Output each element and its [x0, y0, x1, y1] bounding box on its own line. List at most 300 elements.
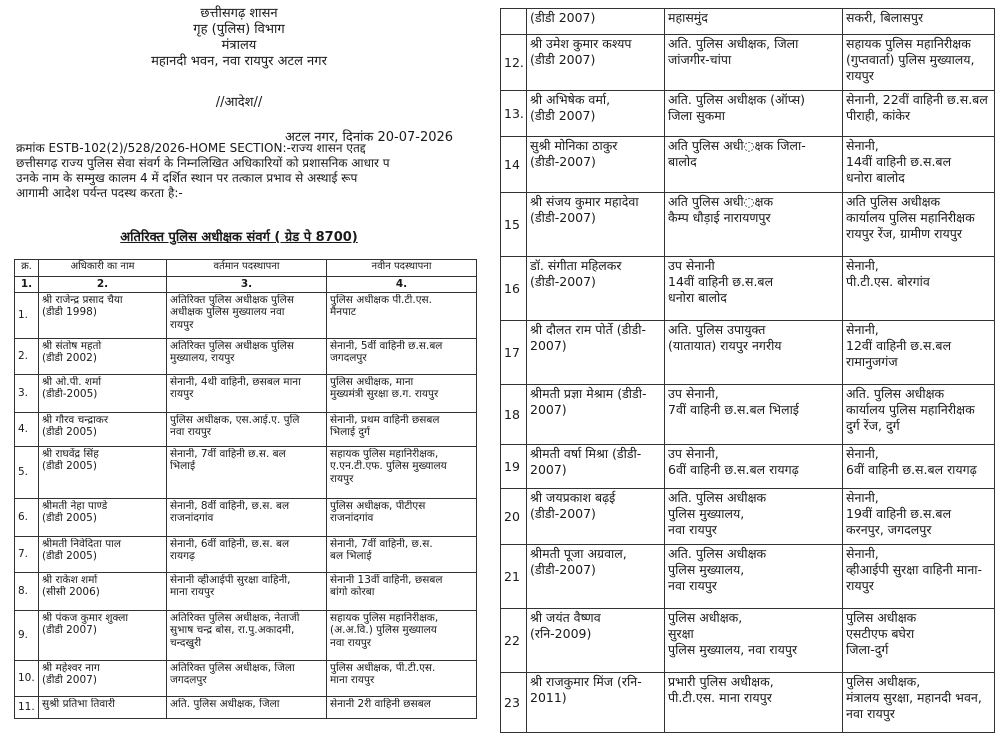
table-row [501, 9, 995, 35]
officer-name-cell [39, 610, 167, 660]
current-posting-cell [167, 498, 327, 536]
current-posting-line: नवा रायपुर [668, 578, 717, 593]
new-posting-cell [843, 545, 995, 609]
officer-name-line: श्री ओ.पी. शर्मा [42, 375, 102, 388]
new-posting-cell [843, 321, 995, 385]
current-posting-cell [167, 292, 327, 338]
current-posting-line: पुलिस मुख्यालय, [668, 506, 745, 521]
current-posting-line: सेनानी, 8वीं वाहिनी, छ.स. बल [170, 499, 290, 512]
officer-name-line: श्री राघवेंद्र सिंह [42, 447, 99, 460]
current-posting-line: जगदलपुर [170, 674, 207, 686]
new-posting-cell [327, 338, 477, 374]
current-posting-cell [167, 412, 327, 446]
current-posting-line: सुरक्षा [668, 626, 694, 641]
new-posting-cell [327, 610, 477, 660]
table-row [15, 610, 477, 660]
new-posting-line: सेनानी, [846, 446, 879, 461]
col-number: 3. [167, 277, 327, 293]
letterhead [0, 6, 478, 70]
officer-name-line: 2007) [530, 338, 567, 353]
serial-cell: 16 [501, 257, 527, 321]
officer-name-line: श्री राजेन्द्र प्रसाद चैया [42, 293, 123, 306]
current-posting-line: रायपुर [170, 318, 194, 331]
table-row [15, 374, 477, 412]
table-row [15, 292, 477, 338]
new-posting-line: पुलिस अधीक्षक, पी.टी.एस. [330, 661, 436, 674]
officer-name-line: श्री जयप्रकाश बढ़ई [530, 490, 616, 505]
new-posting-line: सेनानी, [846, 322, 879, 337]
new-posting-line: कार्यालय पुलिस महानिरीक्षक [846, 210, 975, 225]
current-posting-cell [167, 374, 327, 412]
new-posting-line: दुर्ग रेंज, दुर्ग [846, 418, 900, 433]
officer-name-line: श्री दौलत राम पोर्ते (डीडी- [530, 322, 646, 337]
officer-name-cell [527, 545, 665, 609]
current-posting-line: पी.टी.एस. माना रायपुर [668, 690, 772, 705]
serial-cell: 4. [15, 412, 39, 446]
new-posting-cell [843, 385, 995, 445]
new-posting-line: मुख्यमंत्री सुरक्षा छ.ग. रायपुर [330, 388, 439, 400]
department-name: गृह (पुलिस) विभाग [193, 22, 285, 37]
new-posting-line: नवा रायपुर [330, 636, 372, 649]
transfer-table-right [500, 8, 995, 733]
officer-name-line: डॉ. संगीता महिलकर [530, 258, 622, 273]
new-posting-line: पुलिस अधीक्षक, पीटीएस [330, 499, 426, 512]
new-posting-line: जगदलपुर [330, 352, 367, 364]
officer-name-cell [39, 696, 167, 718]
new-posting-line: पुलिस अधीक्षक, [846, 674, 921, 689]
officer-name-cell [39, 412, 167, 446]
current-posting-cell [665, 445, 843, 489]
current-posting-cell [665, 385, 843, 445]
new-posting-line: करनपुर, जगदलपुर [846, 522, 932, 537]
officer-name-line: श्री महेश्वर नाग [42, 661, 100, 674]
new-posting-line: सेनानी 13वीं वाहिनी, छसबल [330, 573, 443, 586]
order-paragraph-line: उनके नाम के सम्मुख कालम 4 में दर्शित स्थान पर तत्काल प्रभाव से अस्थाई रूप [16, 171, 358, 185]
table-row [501, 321, 995, 385]
new-posting-line: सहायक पुलिस महानिरीक्षक [846, 36, 971, 51]
new-posting-line: रायपुर [846, 578, 874, 593]
new-posting-line: भिलाई दुर्ग [330, 426, 370, 438]
new-posting-cell [843, 673, 995, 733]
new-posting-line: जिला-दुर्ग [846, 642, 889, 657]
new-posting-cell [327, 536, 477, 572]
current-posting-cell [665, 9, 843, 35]
officer-name-line: श्री अभिषेक वर्मा, [530, 92, 611, 107]
new-posting-cell [327, 292, 477, 338]
order-date: अटल नगर, दिनांक 20-07-2026 [285, 130, 454, 145]
transfer-table-left [14, 259, 477, 719]
officer-name-line: (डीडी-2005) [42, 388, 98, 400]
officer-name-line: (डीडी-2007) [530, 274, 596, 289]
table-row [501, 545, 995, 609]
table-row [15, 412, 477, 446]
officer-name-line: (डीडी-2007) [530, 154, 596, 169]
officer-name-cell [39, 536, 167, 572]
officer-name-cell [39, 338, 167, 374]
current-posting-line: प्रभारी पुलिस अधीक्षक, [668, 674, 774, 689]
current-posting-cell [167, 446, 327, 498]
officer-name-cell [527, 445, 665, 489]
officer-name-line: (डीडी 2005) [42, 512, 97, 524]
new-posting-line: व्हीआईपी सुरक्षा वाहिनी माना- [846, 562, 983, 577]
current-posting-line: नवा रायपुर [170, 426, 212, 438]
current-posting-line: अतिरिक्त पुलिस अधीक्षक पुलिस [170, 339, 294, 352]
officer-name-line: श्रीमती वर्षा मिश्रा (डीडी- [530, 446, 642, 461]
officer-name-line: (डीडी 2007) [530, 10, 596, 25]
officer-name-line: (डीडी 2002) [42, 352, 97, 364]
current-posting-cell [665, 489, 843, 545]
current-posting-line: अति. पुलिस अधीक्षक (ऑप्स) [668, 92, 806, 107]
serial-cell: 18 [501, 385, 527, 445]
current-posting-line: पुलिस अधीक्षक, एस.आई.ए. पुलि [170, 413, 300, 426]
table-row [501, 35, 995, 91]
table-row [15, 338, 477, 374]
current-posting-line: अतिरिक्त पुलिस अधीक्षक, नेताजी [170, 611, 300, 624]
serial-cell: 11. [15, 696, 39, 718]
serial-cell: 9. [15, 610, 39, 660]
new-posting-cell [327, 446, 477, 498]
new-posting-line: सेनानी, [846, 490, 879, 505]
current-posting-cell [167, 610, 327, 660]
new-posting-line: सहायक पुलिस महानिरीक्षक, [330, 611, 439, 624]
serial-cell: 10. [15, 660, 39, 696]
new-posting-cell [327, 572, 477, 610]
current-posting-line: जांजगीर-चांपा [668, 52, 732, 67]
serial-cell: 17 [501, 321, 527, 385]
current-posting-line: सेनानी, 6वीं वाहिनी, छ.स. बल [170, 537, 290, 550]
officer-name-line: 2007) [530, 462, 567, 477]
current-posting-cell [665, 91, 843, 137]
new-posting-line: (गुप्तवार्ता) पुलिस मुख्यालय, [846, 52, 975, 67]
serial-cell: 1. [15, 292, 39, 338]
officer-name-cell [527, 257, 665, 321]
new-posting-line: सेनानी 2री वाहिनी छसबल [330, 697, 431, 710]
new-posting-line: पुलिस अधीक्षक [846, 610, 917, 625]
current-posting-cell [167, 536, 327, 572]
officer-name-line: श्रीमती पूजा अग्रवाल, [530, 546, 627, 561]
new-posting-line: 14वीं वाहिनी छ.स.बल [846, 154, 952, 169]
table-row [501, 609, 995, 673]
serial-cell: 23 [501, 673, 527, 733]
new-posting-cell [843, 91, 995, 137]
current-posting-line: उप सेनानी, [668, 446, 719, 461]
officer-name-line: श्री राकेश शर्मा [42, 573, 98, 586]
current-posting-line: अति. पुलिस अधीक्षक, जिला [170, 697, 280, 710]
current-posting-line: नवा रायपुर [668, 522, 717, 537]
current-posting-line: चन्दखुरी [170, 636, 202, 649]
officer-name-cell [527, 9, 665, 35]
new-posting-line: रायपुर रेंज, ग्रामीण रायपुर [846, 226, 962, 241]
new-posting-cell [327, 374, 477, 412]
officer-name-line: श्रीमती निवेदिता पाल [42, 537, 121, 550]
new-posting-line: 19वीं वाहिनी छ.स.बल [846, 506, 952, 521]
officer-name-line: (डीडी 2007) [42, 624, 97, 636]
serial-cell: 19 [501, 445, 527, 489]
current-posting-line: जिला सुकमा [668, 108, 725, 123]
current-posting-line: (यातायात) रायपुर नगरीय [668, 338, 782, 353]
col-header-current-posting: वर्तमान पदस्थापना [167, 260, 327, 277]
officer-name-line: श्री गौरव चन्द्राकर [42, 413, 109, 426]
new-posting-cell [843, 193, 995, 257]
new-posting-line: सेनानी, 5वीं वाहिनी छ.स.बल [330, 339, 443, 352]
col-number: 2. [39, 277, 167, 293]
table-row [501, 257, 995, 321]
current-posting-line: धनोरा बालोद [668, 290, 727, 305]
new-posting-line: पुलिस अधीक्षक पी.टी.एस. [330, 293, 432, 306]
officer-name-line: (डीडी-2007) [530, 506, 596, 521]
new-posting-line: 6वीं वाहिनी छ.स.बल रायगढ़ [846, 462, 977, 477]
officer-name-line: श्री जयंत वैष्णव [530, 610, 601, 625]
new-posting-line: सेनानी, [846, 138, 879, 153]
officer-name-line: (डीडी 1998) [42, 306, 97, 318]
current-posting-line: अति पुलिस अधी◌क्षक [668, 194, 774, 209]
officer-name-cell [527, 193, 665, 257]
new-posting-line: सेनानी, 22वीं वाहिनी छ.स.बल [846, 92, 988, 107]
serial-cell: 8. [15, 572, 39, 610]
officer-name-cell [527, 321, 665, 385]
table-header-row [15, 260, 477, 277]
officer-name-line: श्रीमती नेहा पाण्डे [42, 499, 108, 512]
current-posting-cell [665, 193, 843, 257]
cadre-title-text: अतिरिक्त पुलिस अधीक्षक संवर्ग ( ग्रेड पे 8700) [120, 230, 358, 245]
officer-name-line: श्री संजय कुमार महादेवा [530, 194, 639, 209]
serial-cell: 21 [501, 545, 527, 609]
new-posting-cell [843, 9, 995, 35]
col-header-serial: क्र. [15, 260, 39, 277]
officer-name-cell [527, 609, 665, 673]
officer-name-cell [39, 660, 167, 696]
officer-name-line: (डीडी 2007) [42, 674, 97, 686]
current-posting-line: अतिरिक्त पुलिस अधीक्षक, जिला [170, 661, 295, 674]
table-row [501, 193, 995, 257]
current-posting-cell [665, 321, 843, 385]
new-posting-cell [843, 137, 995, 193]
officer-name-cell [39, 446, 167, 498]
new-posting-line: मंत्रालय सुरक्षा, महानदी भवन, [846, 690, 982, 705]
officer-name-cell [527, 673, 665, 733]
new-posting-line: 12वीं वाहिनी छ.स.बल [846, 338, 952, 353]
current-posting-line: अति. पुलिस अधीक्षक [668, 490, 767, 505]
serial-cell: 7. [15, 536, 39, 572]
officer-name-cell [527, 385, 665, 445]
current-posting-line: बालोद [668, 154, 697, 169]
order-paragraph-line: क्रमांक ESTB-102(2)/528/2026-HOME SECTION:-राज्य शासन एतद्द [16, 141, 366, 155]
current-posting-cell [665, 137, 843, 193]
officer-name-line: (डीडी 2005) [42, 460, 97, 472]
officer-name-line: श्रीमती प्रज्ञा मेश्राम (डीडी- [530, 386, 647, 401]
officer-name-cell [39, 572, 167, 610]
table-number-row [15, 277, 477, 293]
current-posting-line: उप सेनानी [668, 258, 715, 273]
new-posting-line: एसटीएफ बघेरा [846, 626, 915, 641]
current-posting-line: 7वीं वाहिनी छ.स.बल भिलाई [668, 402, 799, 417]
table-row [501, 445, 995, 489]
serial-cell: 5. [15, 446, 39, 498]
officer-name-line: श्री राजकुमार मिंज (रनि- [530, 674, 642, 689]
order-paragraph [16, 141, 478, 201]
current-posting-line: सेनानी, 7वीं वाहिनी छ.स. बल [170, 447, 286, 460]
new-posting-line: पुलिस अधीक्षक, माना [330, 375, 414, 388]
current-posting-line: सेनानी व्हीआईपी सुरक्षा वाहिनी, [170, 573, 291, 586]
current-posting-cell [665, 545, 843, 609]
current-posting-line: रायगढ़ [170, 550, 195, 562]
officer-name-line: श्री संतोष महतो [42, 339, 102, 352]
col-header-name: अधिकारी का नाम [39, 260, 167, 277]
new-posting-cell [843, 257, 995, 321]
office-address: महानदी भवन, नवा रायपुर अटल नगर [151, 54, 327, 69]
new-posting-line: सकरी, बिलासपुर [846, 10, 924, 25]
new-posting-line: कार्यालय पुलिस महानिरीक्षक [846, 402, 975, 417]
officer-name-line: (रनि-2009) [530, 626, 592, 641]
officer-name-line: सुश्री मोनिका ठाकुर [530, 138, 618, 153]
new-posting-cell [327, 660, 477, 696]
new-posting-line: ए.एन.टी.एफ. पुलिस मुख्यालय [330, 460, 447, 472]
new-posting-line: रायपुर [330, 472, 354, 485]
current-posting-line: 6वीं वाहिनी छ.स.बल रायगढ़ [668, 462, 799, 477]
cadre-title [0, 227, 478, 245]
new-posting-line: अति. पुलिस अधीक्षक [846, 386, 945, 401]
ministry-name: मंत्रालय [221, 38, 257, 53]
current-posting-line: सेनानी, 4थी वाहिनी, छसबल माना [170, 375, 301, 388]
current-posting-line: मुख्यालय, रायपुर [170, 352, 235, 364]
current-posting-line: अधीक्षक पुलिस मुख्यालय नवा [170, 306, 285, 318]
current-posting-line: महासमुंद [668, 10, 708, 25]
serial-cell: 22 [501, 609, 527, 673]
new-posting-line: सेनानी, [846, 546, 879, 561]
current-posting-line: पुलिस मुख्यालय, [668, 562, 745, 577]
current-posting-cell [167, 338, 327, 374]
new-posting-line: पी.टी.एस. बोरगांव [846, 274, 930, 289]
current-posting-line: भिलाई [170, 460, 196, 472]
new-posting-cell [843, 489, 995, 545]
serial-cell [501, 9, 527, 35]
col-number: 1. [15, 277, 39, 293]
officer-name-line: (डीडी 2005) [42, 426, 97, 438]
new-posting-line: सेनानी, [846, 258, 879, 273]
officer-name-cell [527, 35, 665, 91]
current-posting-line: 14वीं वाहिनी छ.स.बल [668, 274, 774, 289]
new-posting-line: सेनानी, प्रथम वाहिनी छसबल [330, 413, 440, 426]
current-posting-cell [665, 35, 843, 91]
new-posting-line: सेनानी, 7वीं वाहिनी, छ.स. [330, 537, 433, 550]
officer-name-cell [39, 498, 167, 536]
current-posting-line: उप सेनानी, [668, 386, 719, 401]
officer-name-cell [39, 292, 167, 338]
table-row [501, 489, 995, 545]
officer-name-line: 2011) [530, 690, 567, 705]
table-row [501, 137, 995, 193]
current-posting-cell [167, 660, 327, 696]
serial-cell: 6. [15, 498, 39, 536]
current-posting-line: सुभाष चन्द्र बोस, रा.पु.अकादमी, [170, 624, 295, 636]
serial-cell: 14 [501, 137, 527, 193]
order-paragraph-line: छत्तीसगढ़ राज्य पुलिस सेवा संवर्ग के निम्नलिखित अधिकारियों को प्रशासनिक आधार प [16, 156, 390, 170]
current-posting-line: अति. पुलिस अधीक्षक, जिला [668, 36, 799, 51]
new-posting-line: (अ.अ.वि.) पुलिस मुख्यालय [330, 624, 437, 636]
order-heading: //आदेश// [215, 95, 263, 110]
current-posting-line: माना रायपुर [170, 586, 215, 598]
new-posting-cell [843, 35, 995, 91]
new-posting-line: नवा रायपुर [846, 706, 895, 721]
officer-name-line: (डीडी 2007) [530, 52, 596, 67]
new-posting-cell [843, 445, 995, 489]
current-posting-line: कैम्प धौड़ाई नारायणपुर [668, 210, 771, 225]
serial-cell: 3. [15, 374, 39, 412]
current-posting-cell [665, 609, 843, 673]
table-row [15, 536, 477, 572]
new-posting-line: बल भिलाई [330, 550, 372, 562]
current-posting-cell [167, 572, 327, 610]
officer-name-line: श्री पंकज कुमार शुक्ला [42, 611, 129, 624]
serial-cell: 12. [501, 35, 527, 91]
officer-name-line: (डीडी 2007) [530, 108, 596, 123]
current-posting-line: अतिरिक्त पुलिस अधीक्षक पुलिस [170, 293, 294, 306]
current-posting-cell [665, 257, 843, 321]
officer-name-line: श्री उमेश कुमार कश्यप [530, 36, 632, 51]
officer-name-line: 2007) [530, 402, 567, 417]
current-posting-line: पुलिस मुख्यालय, नवा रायपुर [668, 642, 798, 657]
new-posting-line: राजनांदगांव [330, 512, 374, 524]
officer-name-line: (सीसी 2006) [42, 586, 100, 598]
new-posting-line: पीराही, कांकेर [846, 108, 911, 123]
officer-name-cell [527, 91, 665, 137]
order-paragraph-line: आगामी आदेश पर्यन्त पदस्थ करता है:- [16, 186, 183, 200]
serial-cell: 13. [501, 91, 527, 137]
current-posting-line: रायपुर [170, 388, 194, 400]
new-posting-cell [327, 498, 477, 536]
table-row [501, 673, 995, 733]
current-posting-cell [167, 696, 327, 718]
col-header-new-posting: नवीन पदस्थापना [327, 260, 477, 277]
new-posting-line: अति पुलिस अधीक्षक [846, 194, 941, 209]
officer-name-line: सुश्री प्रतिभा तिवारी [42, 697, 115, 710]
new-posting-line: माना रायपुर [330, 674, 375, 686]
table-row [501, 91, 995, 137]
serial-cell: 15 [501, 193, 527, 257]
new-posting-line: मैनपाट [330, 306, 357, 318]
col-number: 4. [327, 277, 477, 293]
officer-name-line: (डीडी-2007) [530, 562, 596, 577]
govt-name: छत्तीसगढ़ शासन [200, 6, 278, 21]
officer-name-line: (डीडी-2007) [530, 210, 596, 225]
current-posting-line: अति पुलिस अधी◌क्षक जिला- [668, 138, 806, 153]
new-posting-cell [843, 609, 995, 673]
serial-cell: 20 [501, 489, 527, 545]
new-posting-cell [327, 696, 477, 718]
table-row [15, 498, 477, 536]
officer-name-line: (डीडी 2005) [42, 550, 97, 562]
current-posting-line: अति. पुलिस अधीक्षक [668, 546, 767, 561]
current-posting-line: पुलिस अधीक्षक, [668, 610, 743, 625]
new-posting-line: सहायक पुलिस महानिरीक्षक, [330, 447, 439, 460]
current-posting-line: अति. पुलिस उपायुक्त [668, 322, 766, 337]
table-row [501, 385, 995, 445]
officer-name-cell [527, 489, 665, 545]
new-posting-line: रायपुर [846, 68, 874, 83]
table-row [15, 572, 477, 610]
table-row [15, 660, 477, 696]
officer-name-cell [39, 374, 167, 412]
table-row [15, 446, 477, 498]
table-row [15, 696, 477, 718]
current-posting-cell [665, 673, 843, 733]
new-posting-line: धनोरा बालोद [846, 170, 905, 185]
officer-name-cell [527, 137, 665, 193]
new-posting-line: रामानुजगंज [846, 354, 898, 369]
new-posting-line: बांगो कोरबा [330, 586, 375, 598]
new-posting-cell [327, 412, 477, 446]
serial-cell: 2. [15, 338, 39, 374]
